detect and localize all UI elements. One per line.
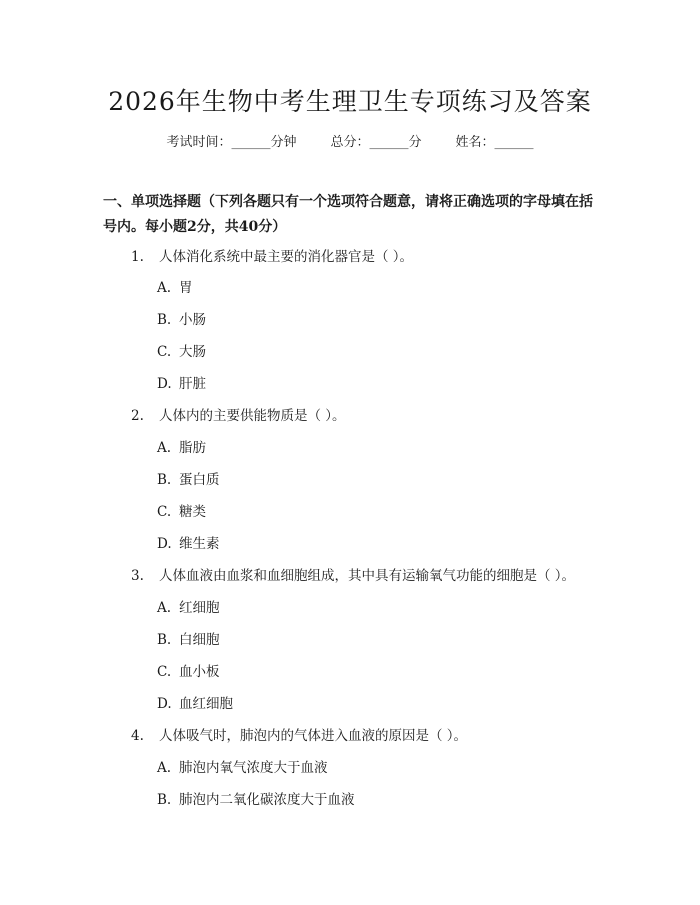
option-letter: A. [157,600,172,616]
option-text: 大肠 [179,344,206,360]
option-3a [157,596,220,616]
option-text: 肺泡内氧气浓度大于血液 [179,760,328,776]
option-letter: B. [157,792,172,808]
question-2 [131,404,346,424]
option-letter: B. [157,312,172,328]
option-letter: D. [157,376,172,392]
question-4 [131,724,467,744]
exam-meta [0,131,700,150]
option-text: 白细胞 [179,632,220,648]
exam-time: 考试时间：______分钟 [166,135,297,150]
option-text: 红细胞 [179,600,220,616]
option-text: 维生素 [179,536,220,552]
option-letter: B. [157,632,172,648]
option-text: 糖类 [179,504,206,520]
question-text: 人体消化系统中最主要的消化器官是（ ）。 [159,249,414,265]
option-letter: C. [157,344,172,360]
option-letter: A. [157,440,172,456]
option-1d [157,372,206,392]
option-1a [157,276,193,296]
exam-score: 总分：______分 [330,135,422,150]
option-text: 肝脏 [179,376,206,392]
exam-name: 姓名：______ [455,135,534,150]
option-letter: C. [157,664,172,680]
option-3c [157,660,220,680]
option-text: 血小板 [179,664,220,680]
page-title: 2026年生物中考生理卫生专项练习及答案 [108,87,592,116]
question-3 [131,564,575,584]
option-text: 血红细胞 [179,696,233,712]
option-2d [157,532,220,552]
question-text: 人体血液由血浆和血细胞组成，其中具有运输氧气功能的细胞是（ ）。 [159,568,576,584]
option-text: 小肠 [179,312,206,328]
option-1b [157,308,206,328]
question-number: 2. [131,408,144,424]
option-letter: B. [157,472,172,488]
option-1c [157,340,206,360]
section-heading: 一、单项选择题（下列各题只有一个选项符合题意，请将正确选项的字母填在括号内。每小题2分，共40分） [103,194,593,235]
option-4b [157,788,355,808]
option-letter: C. [157,504,172,520]
question-text: 人体吸气时，肺泡内的气体进入血液的原因是（ ）。 [159,728,468,744]
option-text: 胃 [179,280,193,296]
option-letter: A. [157,760,172,776]
option-2c [157,500,206,520]
option-letter: D. [157,696,172,712]
option-letter: D. [157,536,172,552]
question-number: 4. [131,728,144,744]
question-1 [131,245,413,265]
option-2a [157,436,206,456]
option-4a [157,756,328,776]
question-number: 1. [131,249,144,265]
option-3b [157,628,220,648]
option-text: 脂肪 [179,440,206,456]
option-letter: A. [157,280,172,296]
option-text: 肺泡内二氧化碳浓度大于血液 [179,792,355,808]
option-2b [157,468,220,488]
question-text: 人体内的主要供能物质是（ ）。 [159,408,346,424]
question-number: 3. [131,568,144,584]
option-3d [157,692,233,712]
option-text: 蛋白质 [179,472,220,488]
